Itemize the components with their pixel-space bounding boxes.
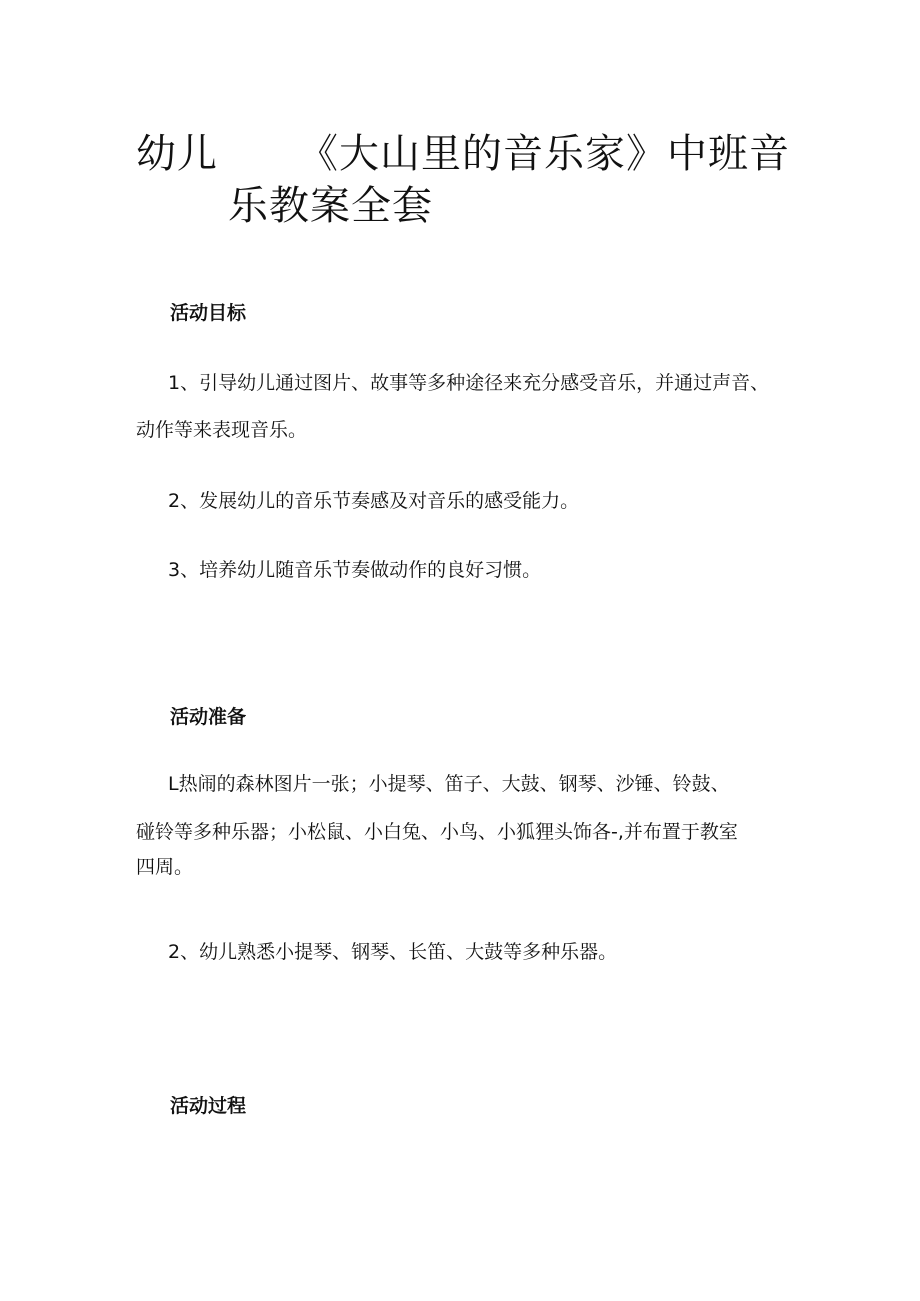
goals-item-1-line-1: 1、引导幼儿通过图片、故事等多种途径来充分感受音乐，并通过声音、 xyxy=(168,372,770,394)
section-heading-goals: 活动目标 xyxy=(170,302,247,324)
preparation-item-1-line-3: 四周。 xyxy=(136,856,194,878)
goals-item-1-line-2: 动作等来表现音乐。 xyxy=(136,419,308,441)
title-line-1-right: 《大山里的音乐家》中班音 xyxy=(298,131,790,177)
section-heading-process: 活动过程 xyxy=(170,1095,247,1117)
preparation-item-2-text: 2、幼儿熟悉小提琴、钢琴、长笛、大鼓等多种乐器。 xyxy=(168,941,618,963)
title-line-2: 乐教案全套 xyxy=(228,183,433,229)
goals-item-1 xyxy=(136,371,786,442)
preparation-item-2 xyxy=(168,940,818,964)
goals-item-3 xyxy=(168,558,818,582)
goals-item-2 xyxy=(168,489,818,513)
section-heading-preparation: 活动准备 xyxy=(170,706,247,728)
title-line-1-left: 幼儿 xyxy=(136,131,218,177)
preparation-item-1-line-1: L热闹的森林图片一张；小提琴、笛子、大鼓、钢琴、沙锤、铃鼓、 xyxy=(168,773,730,795)
goals-item-3-text: 3、培养幼儿随音乐节奏做动作的良好习惯。 xyxy=(168,559,542,581)
goals-item-2-text: 2、发展幼儿的音乐节奏感及对音乐的感受能力。 xyxy=(168,490,580,512)
preparation-item-1-line-2: 碰铃等多种乐器；小松鼠、小白兔、小鸟、小狐狸头饰各-,并布置于教室 xyxy=(136,821,738,843)
preparation-item-1 xyxy=(136,772,786,879)
